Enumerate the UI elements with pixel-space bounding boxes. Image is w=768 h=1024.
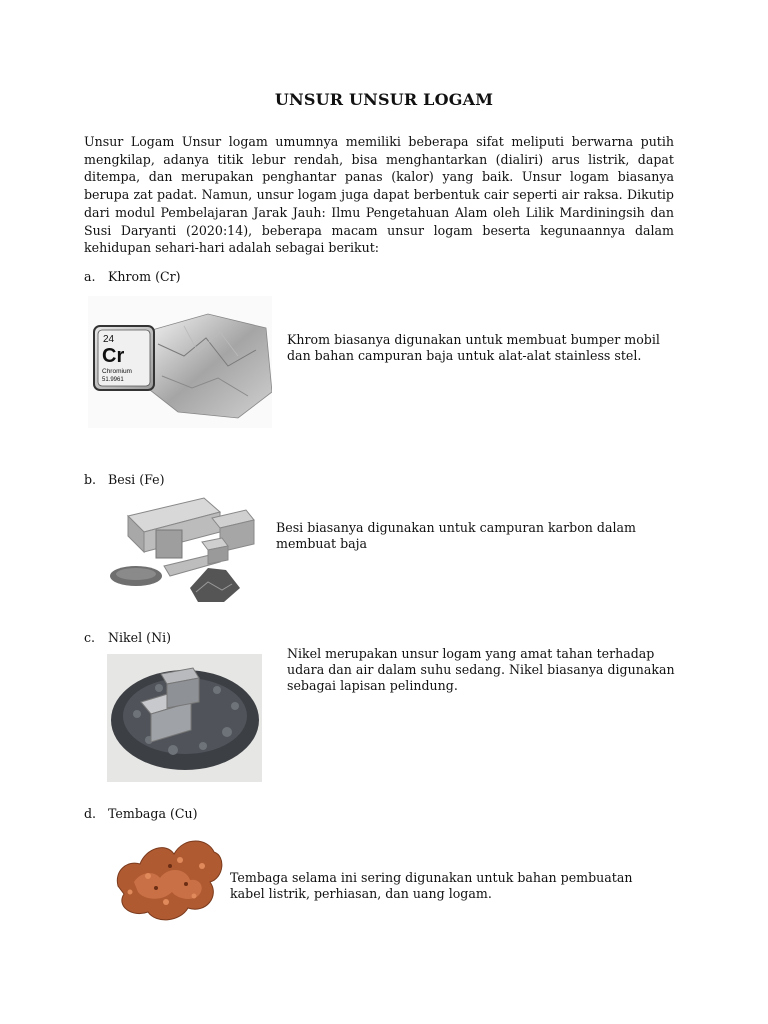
item-heading-tembaga	[84, 806, 198, 821]
item-name: Tembaga (Cu)	[108, 806, 198, 821]
nickel-image	[107, 654, 262, 782]
item-marker: c.	[84, 630, 96, 645]
item-description-nikel: Nikel merupakan unsur logam yang amat tahan terhadap udara dan air dalam suhu sedang. Nikel biasanya digunakan sebagai lapisan pelindung.	[287, 646, 675, 693]
chromium-image	[88, 296, 272, 428]
item-marker: a.	[84, 269, 96, 284]
item-name: Nikel (Ni)	[108, 630, 172, 645]
item-marker: d.	[84, 806, 97, 821]
item-heading-besi	[84, 472, 165, 487]
tile-mass: 51.9961	[102, 377, 124, 383]
item-heading-khrom	[84, 269, 181, 284]
item-description-khrom: Khrom biasanya digunakan untuk membuat bumper mobil dan bahan campuran baja untuk alat-alat stainless stel.	[287, 332, 660, 363]
tile-element: Chromium	[102, 368, 132, 375]
item-name: Besi (Fe)	[108, 472, 165, 487]
tile-symbol: Cr	[102, 345, 125, 367]
iron-image	[104, 492, 264, 608]
tile-number: 24	[103, 334, 115, 345]
item-description-tembaga: Tembaga selama ini sering digunakan untuk bahan pembuatan kabel listrik, perhiasan, dan uang logam.	[230, 870, 633, 901]
item-description-besi: Besi biasanya digunakan untuk campuran karbon dalam membuat baja	[276, 520, 636, 551]
item-marker: b.	[84, 472, 97, 487]
intro-paragraph: Unsur Logam Unsur logam umumnya memiliki beberapa sifat meliputi berwarna putih mengkilap, adanya titik lebur rendah, bisa menghantarkan (dialiri) arus listrik, dapat ditempa, dan merupakan penghantar panas (kalor) yang baik. Unsur logam biasanya berupa zat padat. Namun, unsur logam juga dapat berbentuk cair seperti air raksa. Dikutip dari modul Pembelajaran Jarak Jauh: Ilmu Pengetahuan Alam oleh Lilik Mardiningsih dan Susi Daryanti (2020:14), beberapa macam unsur logam beserta kegunaannya dalam kehidupan sehari-hari adalah sebagai berikut:	[84, 134, 674, 256]
page-title: UNSUR UNSUR LOGAM	[274, 90, 494, 109]
copper-image	[110, 826, 228, 926]
item-name: Khrom (Cr)	[108, 269, 181, 284]
item-heading-nikel	[84, 630, 171, 645]
